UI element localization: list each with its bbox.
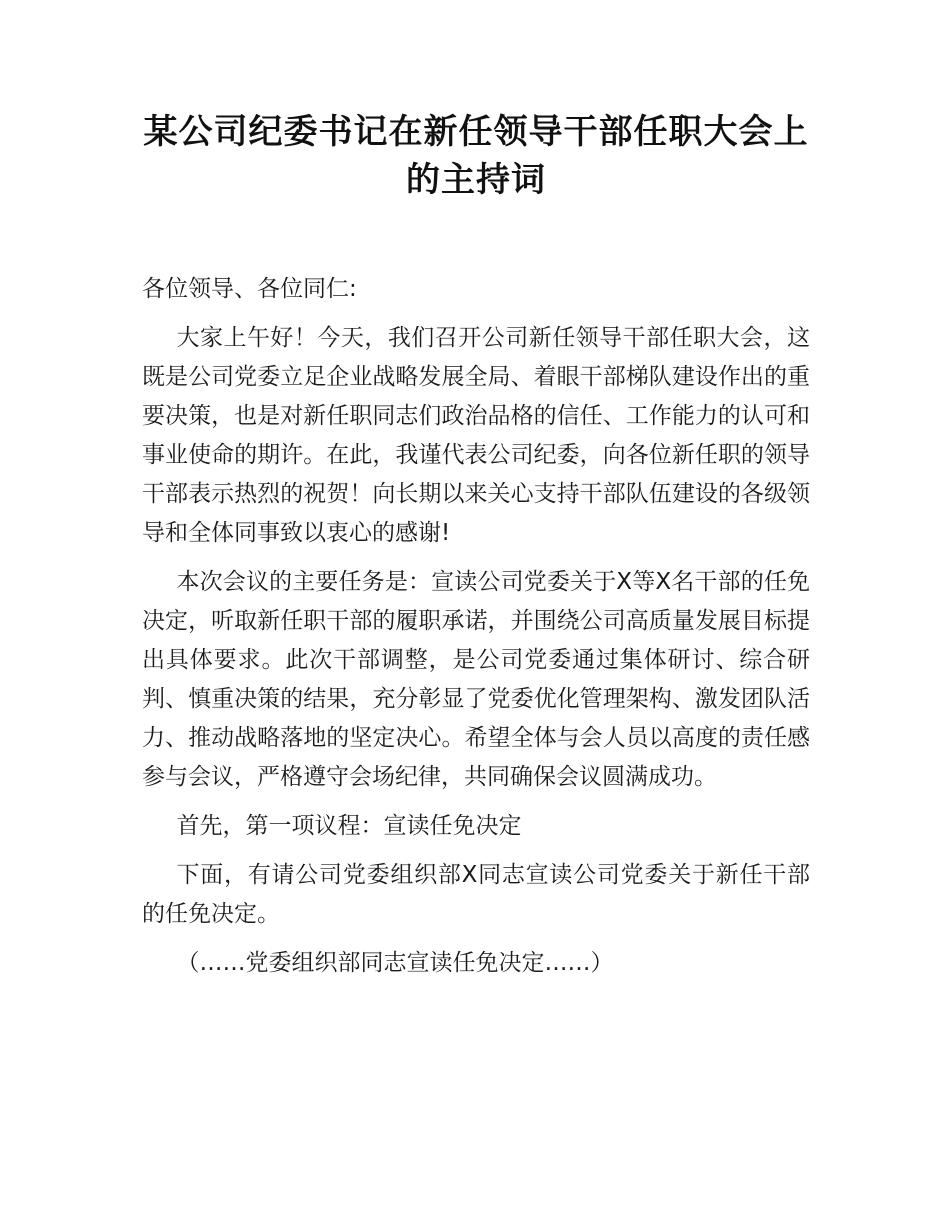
paragraph-opening: 大家上午好！今天，我们召开公司新任领导干部任职大会，这既是公司党委立足企业战略发展全局、着眼干部梯队建设作出的重要决策，也是对新任职同志们政治品格的信任、工作能力的认可和事业使命的期许。在此，我谨代表公司纪委，向各位新任职的领导干部表示热烈的祝贺！向长期以来关心支持干部队伍建设的各级领导和全体同事致以衷心的感谢!	[142, 325, 810, 546]
document-page	[142, 108, 810, 993]
paragraph-invitation: 下面，有请公司党委组织部X同志宣读公司党委关于新任干部的任免决定。	[142, 862, 810, 927]
stage-direction: （……党委组织部同志宣读任免决定……）	[176, 950, 614, 976]
document-title: 某公司纪委书记在新任领导干部任职大会上的主持词	[143, 112, 809, 200]
paragraph-meeting-tasks: 本次会议的主要任务是：宣读公司党委关于X等X名干部的任免决定，听取新任职干部的履职承诺，并围绕公司高质量发展目标提出具体要求。此次干部调整，是公司党委通过集体研讨、综合研判、慎重决策的结果，充分彰显了党委优化管理架构、激发团队活力、推动战略落地的坚定决心。希望全体与会人员以高度的责任感参与会议，严格遵守会场纪律，共同确保会议圆满成功。	[142, 569, 810, 790]
document-body	[142, 270, 810, 983]
salutation: 各位领导、各位同仁:	[142, 276, 357, 302]
paragraph-agenda-item-1: 首先，第一项议程：宣读任免决定	[176, 813, 522, 839]
